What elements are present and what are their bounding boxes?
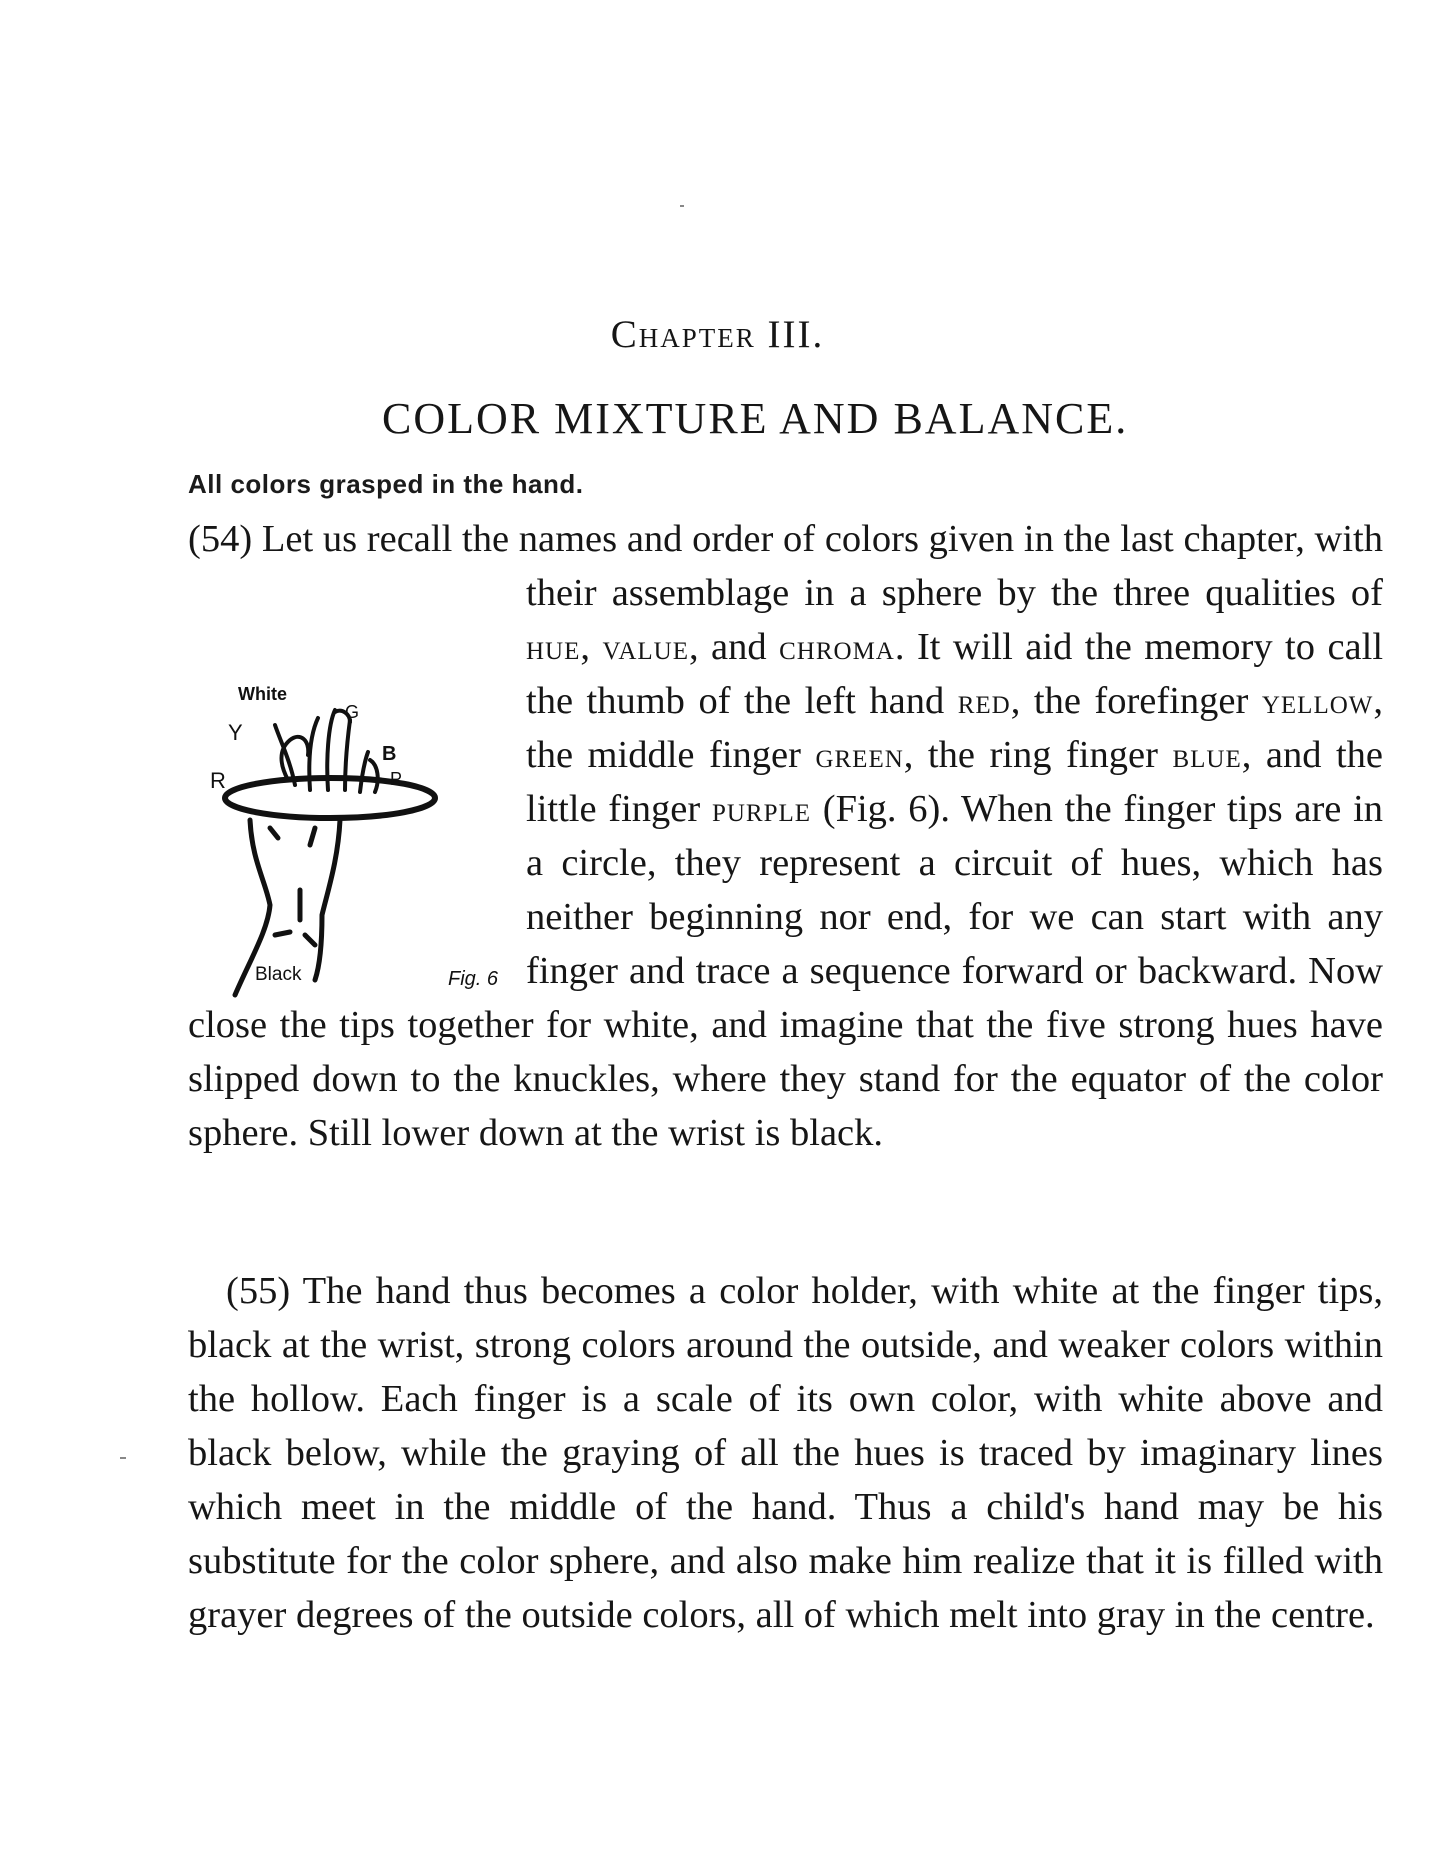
inner-stroke xyxy=(305,935,315,945)
figure-caption: Fig. 6 xyxy=(448,968,499,990)
term-hue: hue xyxy=(526,627,581,667)
hand-figure xyxy=(210,680,540,1020)
inner-stroke xyxy=(310,828,315,845)
little-finger-stroke xyxy=(360,752,368,792)
p54-text: , the middle finger xyxy=(526,680,1383,776)
label-b: B xyxy=(382,743,397,765)
p54-text: . It will aid the memory to call the thumb of the left hand xyxy=(526,626,1384,722)
chapter-title: COLOR MIXTURE AND BALANCE. xyxy=(382,394,1129,443)
label-r: R xyxy=(210,768,226,793)
term-yellow: yellow xyxy=(1261,681,1374,721)
label-p: P xyxy=(390,769,403,789)
page-speck xyxy=(120,1457,126,1459)
term-green: green xyxy=(815,735,904,775)
label-black: Black xyxy=(255,964,302,985)
wrist-right xyxy=(315,820,340,980)
term-red: red xyxy=(957,681,1011,721)
p54-text: , the forefinger xyxy=(1010,680,1249,722)
p54-text: , and the little finger xyxy=(526,734,1383,830)
paragraph-55: (55) The hand thus becomes a color holder, with white at the finger tips, black at the wrist, strong colors around the outside, and weaker colors within the hollow. Each finger is a scale of its own color, with white above and black below, while the graying of all the hues is traced by imaginary lines which meet in the middle of the hand. Thus a child's hand may be his substitute for the color sphere, and also make him realize that it is filled with grayer degrees of the outside colors, all of which melt into gray in the centre. xyxy=(188,1270,1383,1636)
inner-stroke xyxy=(275,932,290,935)
term-value: value xyxy=(602,627,689,667)
p54-text: , the ring finger xyxy=(903,734,1158,776)
p54-text: , and xyxy=(688,626,767,668)
term-chroma: chroma xyxy=(779,627,895,667)
label-g: G xyxy=(345,702,360,722)
knuckle-stroke xyxy=(370,760,378,792)
margin-sidenote: All colors grasped in the hand. xyxy=(188,469,584,499)
p54-text: , xyxy=(580,626,591,668)
page-speck xyxy=(680,205,684,207)
p54-text: (Fig. 6). When the finger tips are in a circle, they represent a circuit of hues, which has neither beginning nor end, for we can start with any finger and trace a sequence forward or backward. Now close the tips together for white, and imagine that the five strong hues have slipped down to the knuckles, where they stand for the equator of the color sphere. Still lower down at the wrist is black. xyxy=(188,788,1384,1154)
term-purple: purple xyxy=(711,789,812,829)
p54-lead: (54) Let us recall the names and order of colors given in the last chapter, with their assemblage in a sphere by the three qualities of xyxy=(188,518,1383,614)
label-y: Y xyxy=(228,720,243,745)
hue-circle xyxy=(225,778,435,818)
inner-stroke xyxy=(270,828,278,838)
chapter-heading: Chapter III. xyxy=(610,313,825,356)
term-blue: blue xyxy=(1172,735,1242,775)
label-white: White xyxy=(238,684,287,704)
